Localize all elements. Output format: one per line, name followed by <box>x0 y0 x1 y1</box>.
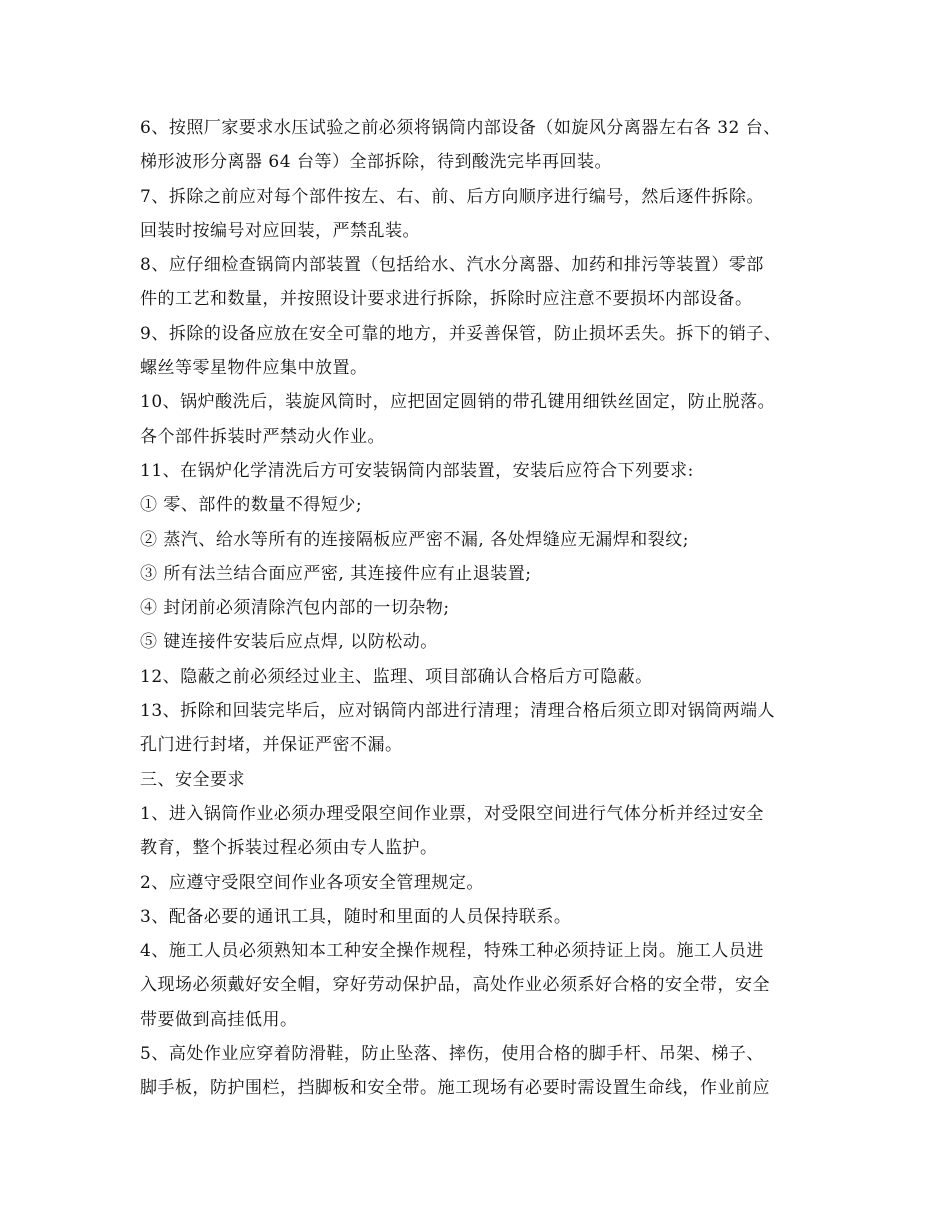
list-item: ① 零、部件的数量不得短少; <box>140 495 363 516</box>
text-line: 件的工艺和数量，并按照设计要求进行拆除，拆除时应注意不要损坏内部设备。 <box>140 289 753 310</box>
text-line: 2、应遵守受限空间作业各项安全管理规定。 <box>140 872 484 893</box>
text-line: 回装时按编号对应回装，严禁乱装。 <box>140 220 420 241</box>
list-item: ④ 封闭前必须清除汽包内部的一切杂物; <box>140 598 450 619</box>
text-line: 孔门进行封堵，并保证严密不漏。 <box>140 735 403 756</box>
text-line: 6、按照厂家要求水压试验之前必须将锅筒内部设备（如旋风分离器左右各 32 台、 <box>140 118 781 138</box>
text-line: 脚手板，防护围栏，挡脚板和安全带。施工现场有必要时需设置生命线，作业前应 <box>140 1078 770 1099</box>
list-item: ③ 所有法兰结合面应严密, 其连接件应有止退装置; <box>140 563 532 584</box>
text-line: 13、拆除和回装完毕后，应对锅筒内部进行清理；清理合格后须立即对锅筒两端人 <box>140 701 776 722</box>
text-line: 教育，整个拆装过程必须由专人监护。 <box>140 838 438 859</box>
text-line: 4、施工人员必须熟知本工种安全操作规程，特殊工种必须持证上岗。施工人员进 <box>140 941 764 962</box>
text-line: 9、拆除的设备应放在安全可靠的地方，并妥善保管，防止损坏丢失。拆下的销子、 <box>140 323 782 344</box>
text-line: 7、拆除之前应对每个部件按左、右、前、后方向顺序进行编号，然后逐件拆除。 <box>140 186 764 207</box>
text-line: 3、配备必要的通讯工具，随时和里面的人员保持联系。 <box>140 906 572 927</box>
text-line: 5、高处作业应穿着防滑鞋，防止坠落、摔伤，使用合格的脚手杆、吊架、梯子、 <box>140 1044 764 1065</box>
text-line: 8、应仔细检查锅筒内部装置（包括给水、汽水分离器、加药和排污等装置）零部 <box>140 255 764 276</box>
text-line: 12、隐蔽之前必须经过业主、监理、项目部确认合格后方可隐蔽。 <box>140 666 653 687</box>
document-body <box>140 111 830 1106</box>
section-heading: 三、安全要求 <box>140 769 245 790</box>
text-line: 带要做到高挂低用。 <box>140 1009 298 1030</box>
text-line: 螺丝等零星物件应集中放置。 <box>140 358 368 379</box>
text-line: 各个部件拆装时严禁动火作业。 <box>140 426 385 447</box>
text-line: 入现场必须戴好安全帽，穿好劳动保护品，高处作业必须系好合格的安全带，安全 <box>140 975 770 996</box>
list-item: ② 蒸汽、给水等所有的连接隔板应严密不漏, 各处焊缝应无漏焊和裂纹; <box>140 529 689 550</box>
text-line: 1、进入锅筒作业必须办理受限空间作业票，对受限空间进行气体分析并经过安全 <box>140 803 764 824</box>
text-line: 11、在锅炉化学清洗后方可安装锅筒内部装置，安装后应符合下列要求: <box>140 460 694 481</box>
text-line: 10、锅炉酸洗后，装旋风筒时，应把固定圆销的带孔键用细铁丝固定，防止脱落。 <box>140 392 776 413</box>
list-item: ⑤ 键连接件安装后应点焊, 以防松动。 <box>140 632 438 653</box>
text-line: 梯形波形分离器 64 台等）全部拆除，待到酸洗完毕再回装。 <box>140 152 612 173</box>
